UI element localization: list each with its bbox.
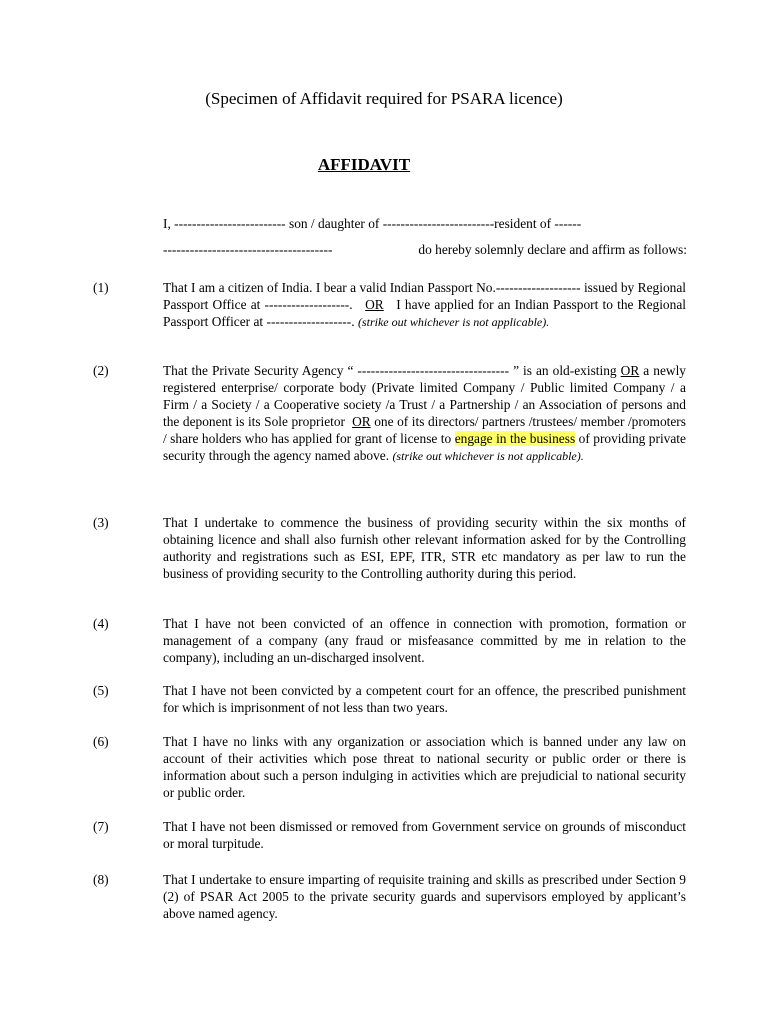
intro-line-2: [163, 241, 687, 258]
clause-text-part: a newly registered enterprise/ corporate body (Private limited Company / Public limited Company / a Firm / a Society / a Cooperative society /a Trust / a Partnership / an Association of persons and the deponent is its Sole proprietor: [163, 363, 686, 429]
clause-text: That I undertake to commence the business of providing security within the six months of obtaining licence and shall also furnish other relevant information asked for by the Controlling authority and registrations such as ESI, EPF, ITR, STR etc mandatory as per law to run the business of providing security to the Controlling authority during this period.: [163, 515, 686, 581]
clause-number: (6): [93, 734, 109, 749]
clause-text: [163, 362, 686, 465]
clause-text: That I undertake to ensure imparting of requisite training and skills as prescribed under Section 9 (2) of PSAR Act 2005 to the private security guards and supervisors employed by applicant’s above named agency.: [163, 872, 686, 921]
strike-out-note: (strike out whichever is not applicable).: [357, 315, 550, 329]
clause-number: (8): [93, 872, 109, 887]
clause-text: That I have not been dismissed or removed from Government service on grounds of misconduct or moral turpitude.: [163, 819, 686, 851]
document-heading: (Specimen of Affidavit required for PSARA licence): [205, 89, 563, 108]
document-title: AFFIDAVIT: [317, 155, 411, 174]
or-marker: OR: [620, 363, 640, 378]
clause-number: (2): [93, 363, 109, 378]
clause-text: That I have not been convicted by a competent court for an offence, the prescribed punishment for which is imprisonment of not less than two years.: [163, 683, 686, 715]
intro-line-2-declaration: do hereby solemnly declare and affirm as follows:: [418, 242, 687, 257]
clause-text-part: That the Private Security Agency “ ---------------------------------- ” is an old-existing: [163, 363, 617, 378]
clause-number: (1): [93, 280, 109, 295]
intro-line-2-blank: --------------------------------------: [163, 242, 333, 257]
clause-text: [163, 279, 686, 331]
clause-text-part: That I am a citizen of India. I bear a valid Indian Passport No.------------------- issued by Regional Passport Office at -------------------.: [163, 280, 686, 312]
clause-text: That I have no links with any organization or association which is banned under any law on account of their activities which pose threat to national security or public order or there is information about such a person indulging in activities which are prejudicial to national security or public order.: [163, 734, 686, 800]
clause-text-part: I have applied for an Indian Passport to the Regional Passport Officer at -------------------.: [163, 297, 686, 329]
or-marker: OR: [365, 297, 384, 312]
clause-text-part: one of its directors/ partners /trustees/ member /promoters / share holders who has applied for grant of license to: [163, 414, 686, 446]
clause-text-part: of providing private security through the agency named above.: [163, 431, 686, 463]
clause-text: That I have not been convicted of an offence in connection with promotion, formation or management of a company (any fraud or misfeasance committed by me in relation to the company), including an un-discharged insolvent.: [163, 616, 686, 665]
clause-number: (7): [93, 819, 109, 834]
clause-number: (4): [93, 616, 109, 631]
clause-number: (5): [93, 683, 109, 698]
highlighted-phrase: engage in the business: [454, 431, 576, 446]
clause-number: (3): [93, 515, 109, 530]
strike-out-note: (strike out whichever is not applicable).: [392, 449, 584, 463]
intro-line-1: I, ------------------------- son / daughter of -------------------------resident of ------: [163, 216, 582, 231]
or-marker: OR: [352, 414, 371, 429]
